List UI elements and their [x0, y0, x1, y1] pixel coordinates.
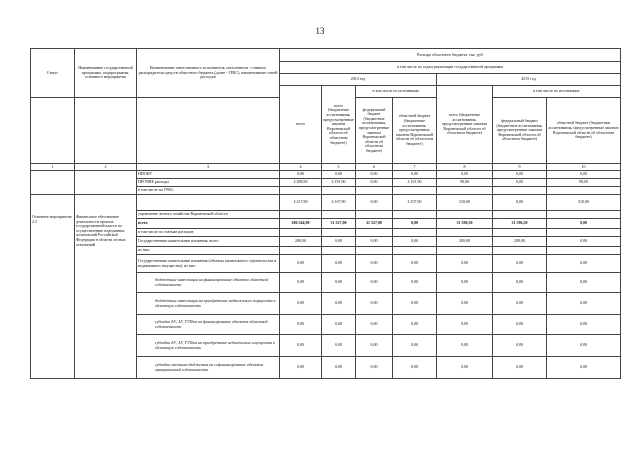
value-cell: 4 417,90: [280, 195, 322, 211]
value-cell: 0,00: [437, 293, 493, 315]
row-label: НИОКР: [137, 171, 280, 179]
value-cell: [280, 211, 322, 219]
value-cell: 0,00: [356, 179, 393, 187]
value-cell: 0,00: [393, 171, 437, 179]
program-cell: Финансовое обеспечение деятельности органов государственной власти по осуществлению переданных полномочий Российской Федерации в области лесных отношений: [75, 195, 137, 379]
value-cell: 310,00: [547, 195, 621, 211]
table-row: [31, 171, 621, 179]
year-2015: 2015 год: [437, 74, 621, 86]
value-cell: [393, 247, 437, 255]
incl-sources-2014: в том числе по источникам:: [356, 86, 437, 98]
value-cell: [547, 247, 621, 255]
value-cell: [322, 187, 356, 195]
value-cell: 0,00: [356, 255, 393, 273]
row-label: из них:: [137, 247, 280, 255]
value-cell: [547, 211, 621, 219]
value-cell: [437, 211, 493, 219]
value-cell: 0,00: [437, 357, 493, 379]
value-cell: 0,00: [356, 357, 393, 379]
budget-subtitle: в том числе по годам реализации государственной программы: [280, 62, 621, 74]
value-cell: [547, 229, 621, 237]
value-cell: 0,00: [493, 179, 547, 187]
column-number: 7: [393, 164, 437, 171]
value-cell: 0,00: [356, 273, 393, 293]
budget-table: [30, 48, 621, 379]
value-cell: 0,00: [437, 315, 493, 335]
value-cell: 200,00: [437, 237, 493, 247]
value-cell: 98,00: [437, 179, 493, 187]
value-cell: 0,00: [322, 237, 356, 247]
value-cell: [280, 229, 322, 237]
page-number: 13: [315, 26, 325, 36]
value-cell: 0,00: [547, 315, 621, 335]
value-cell: [547, 187, 621, 195]
value-cell: [393, 187, 437, 195]
column-number: 2: [75, 164, 137, 171]
col-federal2-header: федеральный бюджет (бюджетные ассигнования, предусмотренные законом Воронежской области об областном бюджете): [493, 98, 547, 164]
value-cell: 4 288,90: [280, 179, 322, 187]
empty-cell: [137, 98, 280, 164]
value-cell: 0,00: [280, 255, 322, 273]
value-cell: 31 596,50: [437, 219, 493, 229]
value-cell: 0,00: [356, 335, 393, 357]
value-cell: [356, 211, 393, 219]
value-cell: 0,00: [393, 315, 437, 335]
row-label: субсидии БУ, АУ, ГУПам на финансирование объектов областной собственности: [137, 315, 280, 335]
row-label: субсидии БУ, АУ, ГУПам на приобретение недвижимого имущества в областную собственность: [137, 335, 280, 357]
col-program-header: Наименование государственной программы, подпрограммы, основного мероприятия: [75, 49, 137, 98]
row-label: Государственные капитальные вложения (объекты капитального строительства и недвижимого имущества), из них:: [137, 255, 280, 273]
empty-cell: [31, 171, 75, 195]
row-label: ПРОЧИЕ расходы: [137, 179, 280, 187]
incl-sources-2015: в том числе по источникам:: [493, 86, 621, 98]
value-cell: 0,00: [280, 171, 322, 179]
value-cell: 0,00: [280, 357, 322, 379]
value-cell: 0,00: [322, 255, 356, 273]
value-cell: 0,00: [547, 335, 621, 357]
value-cell: 0,00: [393, 237, 437, 247]
column-number: 3: [137, 164, 280, 171]
value-cell: 0,00: [322, 171, 356, 179]
value-cell: 206 544,90: [280, 219, 322, 229]
column-number: 6: [356, 164, 393, 171]
value-cell: 200,00: [280, 237, 322, 247]
year-2014: 2014 год: [280, 74, 437, 86]
value-cell: 0,00: [356, 293, 393, 315]
row-label: Государственные капитальные вложения, всего: [137, 237, 280, 247]
value-cell: [280, 187, 322, 195]
value-cell: [322, 229, 356, 237]
value-cell: 0,00: [280, 273, 322, 293]
value-cell: 0,00: [356, 195, 393, 211]
value-cell: 0,00: [547, 219, 621, 229]
value-cell: 0,00: [393, 273, 437, 293]
value-cell: 0,00: [356, 237, 393, 247]
col-regional-header: областной бюджет (бюджетные ассигнования, предусмотренные законом Воронежской области об областном бюджете): [393, 98, 437, 164]
status-cell: Основное мероприятие 2.5: [31, 195, 75, 379]
value-cell: 0,00: [547, 171, 621, 179]
row-label: всего: [137, 219, 280, 229]
budget-title: Расходы областного бюджета, тыс. руб: [280, 49, 621, 62]
column-number: 9: [493, 164, 547, 171]
value-cell: 0,00: [437, 273, 493, 293]
value-cell: 0,00: [547, 255, 621, 273]
value-cell: 4 191,90: [393, 179, 437, 187]
col-regional2-header: областной бюджет (бюджетные ассигнования, предусмотренные законом Воронежской области об областном бюджете): [547, 98, 621, 164]
column-number: 4: [280, 164, 322, 171]
value-cell: 31 527,00: [322, 219, 356, 229]
value-cell: 0,00: [322, 357, 356, 379]
value-cell: 0,00: [322, 335, 356, 357]
column-number: 1: [31, 164, 75, 171]
row-label: в том числе по статьям расходов:: [137, 229, 280, 237]
value-cell: [493, 247, 547, 255]
value-cell: [493, 211, 547, 219]
value-cell: 0,00: [493, 273, 547, 293]
value-cell: 0,00: [493, 171, 547, 179]
value-cell: 0,00: [280, 315, 322, 335]
column-number: 10: [547, 164, 621, 171]
column-number: 5: [322, 164, 356, 171]
value-cell: 31 596,50: [493, 219, 547, 229]
value-cell: 0,00: [493, 195, 547, 211]
value-cell: 0,00: [547, 273, 621, 293]
value-cell: 0,00: [437, 255, 493, 273]
col-total-budget-header: всего (бюджетные ассигнования, предусмотренные законом Воронежской области об областном бюджете): [322, 86, 356, 164]
value-cell: 0,00: [280, 335, 322, 357]
value-cell: 0,00: [322, 273, 356, 293]
value-cell: 0,00: [547, 237, 621, 247]
value-cell: 0,00: [393, 335, 437, 357]
value-cell: [437, 229, 493, 237]
col-status-header: Статус: [31, 49, 75, 98]
value-cell: 0,00: [322, 293, 356, 315]
value-cell: 0,00: [437, 171, 493, 179]
column-number: 8: [437, 164, 493, 171]
value-cell: 0,00: [356, 315, 393, 335]
row-label: управление лесного хозяйства Воронежской области: [137, 211, 280, 219]
value-cell: 0,00: [493, 335, 547, 357]
col-executor-header: Наименование ответственного исполнителя, исполнителя - главного распорядителя средств областного бюджета (далее - ГРБС), наименование статей расходов: [137, 49, 280, 98]
value-cell: 0,00: [493, 293, 547, 315]
row-label: бюджетные инвестиции на приобретение недвижимого имущества в областную собственность: [137, 293, 280, 315]
value-cell: [437, 247, 493, 255]
value-cell: 0,00: [393, 293, 437, 315]
value-cell: 0,00: [393, 357, 437, 379]
column-number-row: [31, 164, 621, 171]
value-cell: 31 527,00: [356, 219, 393, 229]
value-cell: 0,00: [437, 335, 493, 357]
row-label: [137, 195, 280, 211]
row-label: бюджетные инвестиции на финансирование объектов областной собственности: [137, 273, 280, 293]
value-cell: [322, 211, 356, 219]
value-cell: 0,00: [356, 171, 393, 179]
value-cell: 4 191,90: [322, 179, 356, 187]
col-total-header: всего: [280, 86, 322, 164]
value-cell: [393, 211, 437, 219]
value-cell: 4 107,90: [322, 195, 356, 211]
empty-cell: [75, 171, 137, 195]
value-cell: [493, 229, 547, 237]
value-cell: 0,00: [280, 293, 322, 315]
value-cell: [493, 187, 547, 195]
value-cell: [356, 247, 393, 255]
value-cell: [322, 247, 356, 255]
col-total-budget2-header: всего (бюджетные ассигнования, предусмотренные законом Воронежской области об областном бюджете): [437, 86, 493, 164]
col-federal-header: федеральный бюджет (бюджетные ассигнования, предусмотренные законом Воронежской области об областном бюджете): [356, 98, 393, 164]
value-cell: [356, 229, 393, 237]
value-cell: 0,00: [393, 219, 437, 229]
value-cell: 4 107,90: [393, 195, 437, 211]
row-label: субсидии местным бюджетам на софинансирование объектов муниципальной собственности: [137, 357, 280, 379]
value-cell: 98,00: [547, 179, 621, 187]
value-cell: [393, 229, 437, 237]
empty-cell: [31, 98, 75, 164]
value-cell: 0,00: [493, 357, 547, 379]
value-cell: 0,00: [493, 315, 547, 335]
row-label: в том числе по ГРБС:: [137, 187, 280, 195]
value-cell: 0,00: [547, 357, 621, 379]
value-cell: [280, 247, 322, 255]
value-cell: 0,00: [322, 315, 356, 335]
empty-cell: [75, 98, 137, 164]
value-cell: 200,00: [493, 237, 547, 247]
value-cell: 0,00: [493, 255, 547, 273]
table-row: [31, 195, 621, 211]
value-cell: [437, 187, 493, 195]
value-cell: 310,00: [437, 195, 493, 211]
value-cell: [356, 187, 393, 195]
value-cell: 0,00: [547, 293, 621, 315]
value-cell: 0,00: [393, 255, 437, 273]
